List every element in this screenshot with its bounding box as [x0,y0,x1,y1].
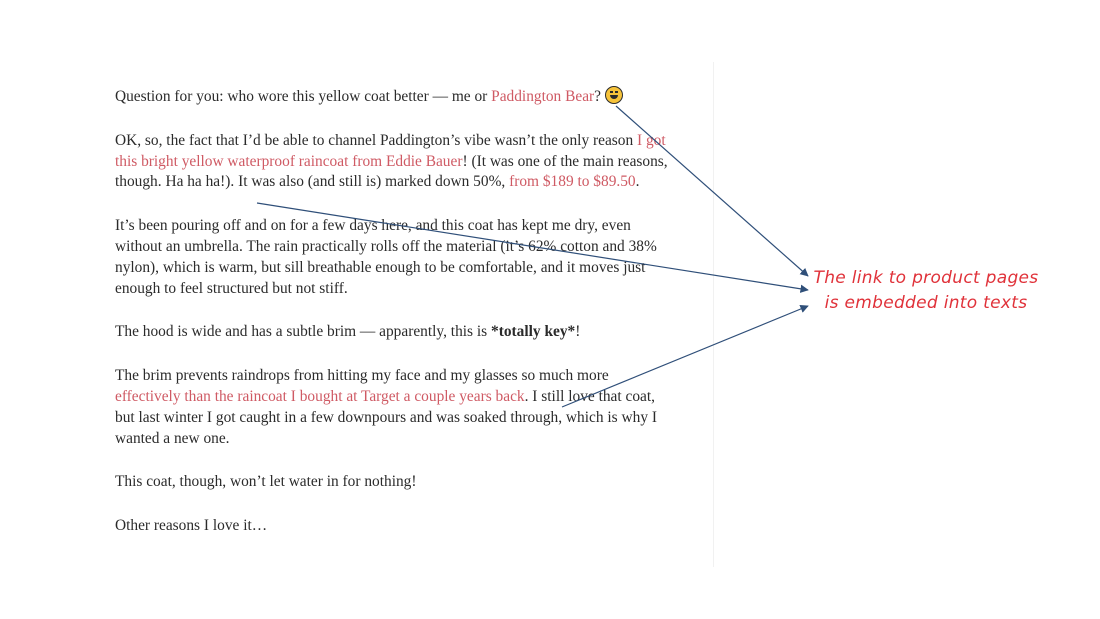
paragraph-5-text-2: . I still love that coat, but last winter I got caught in a few downpours and was soaked through, which is why I wanted a new one. [115,387,657,447]
arrow-from-price-link [257,203,808,290]
paragraph-7: Other reasons I love it… [115,517,268,535]
paragraph-4-end: ! [575,323,581,341]
paragraph-6: This coat, though, won’t let water in for nothing! [115,473,417,491]
paragraph-1-end: ? [594,88,601,105]
eddie-bauer-raincoat-link[interactable]: I got this bright yellow waterproof raincoat from Eddie Bauer [115,131,666,170]
paragraph-2-text-2: ! (It was one of the main reasons, though. Ha ha ha!). It was also (and still is) marked down 50%, [115,152,668,191]
paragraph-3: It’s been pouring off and on for a few days here, and this coat has kept me dry, even without an umbrella. The rain practically rolls off the material (it’s 62% cotton and 38% nylon), which is warm, but sill breathable enough to be comfortable, and it moves just enough to feel structured but not stiff. [115,217,657,297]
paragraph-1-text: Question for you: who wore this yellow coat better — me or [115,88,492,105]
paragraph-2-text-3: . [635,173,640,191]
paddington-bear-link[interactable]: Paddington Bear [491,88,595,105]
target-raincoat-link[interactable]: effectively than the raincoat I bought at Target a couple years back [115,387,525,405]
price-link[interactable]: from $189 to $89.50 [509,173,636,191]
totally-key-bold: *totally key* [491,323,576,341]
paragraph-4-text: The hood is wide and has a subtle brim — apparently, this is [115,323,492,341]
paragraph-2-text-1: OK, so, the fact that I’d be able to channel Paddington’s vibe wasn’t the only reason [115,131,638,149]
arrow-from-target-link [562,306,808,407]
annotation-note: The link to product pages is embedded into texts [813,268,1039,313]
arrow-from-paddington-link [616,106,808,276]
paragraph-5-text-1: The brim prevents raindrops from hitting my face and my glasses so much more [115,367,609,385]
